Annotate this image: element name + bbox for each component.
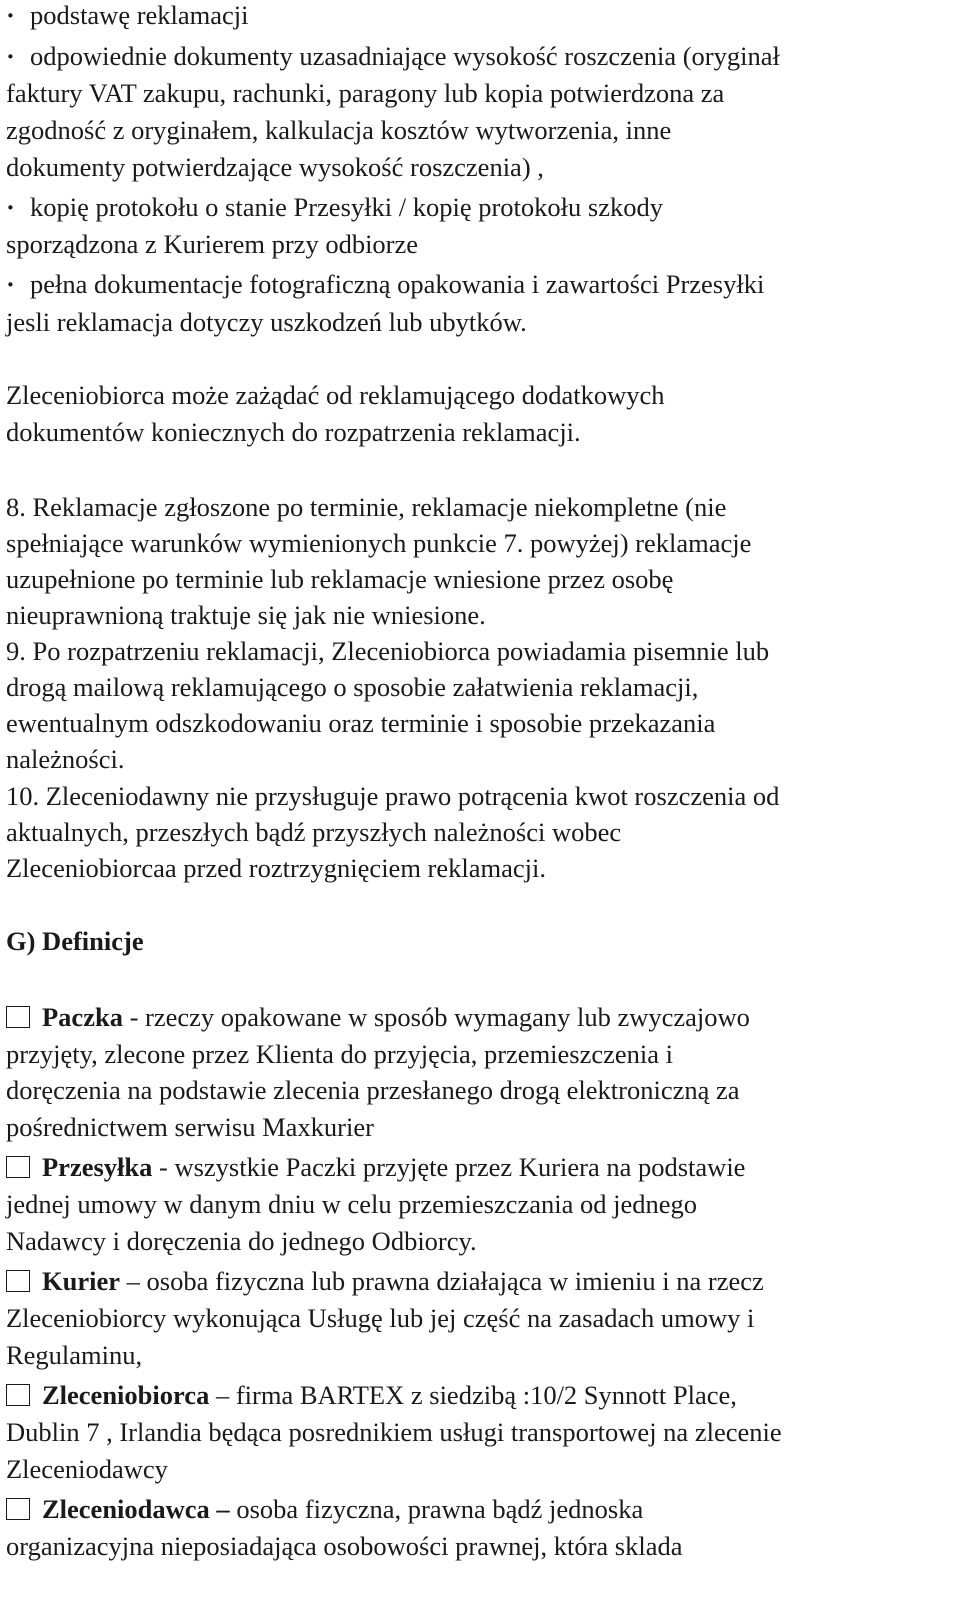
bullet-item-2-line: dokumenty potwierdzające wysokość roszczenia) , xyxy=(6,152,544,182)
point-9-line: ewentualnym odszkodowaniu oraz terminie i sposobie przekazania xyxy=(6,708,716,738)
definition-line: Dublin 7 , Irlandia będąca posrednikiem usługi transportowej na zlecenie xyxy=(6,1417,782,1447)
bullet-item-4-line: jesli reklamacja dotyczy uszkodzeń lub ubytków. xyxy=(6,307,527,337)
definition-text: - rzeczy opakowane w sposób wymagany lub zwyczajowo xyxy=(122,1002,750,1032)
definition-line: Zleceniobiorcy wykonująca Usługę lub jej część na zasadach umowy i xyxy=(6,1303,755,1333)
definition-przesylka xyxy=(6,1148,745,1186)
point-9-line: 9. Po rozpatrzeniu reklamacji, Zleceniobiorca powiadamia pisemnie lub xyxy=(6,636,770,666)
definition-term: Paczka xyxy=(42,1002,123,1032)
paragraph-line: Zleceniobiorca może zażądać od reklamującego dodatkowych xyxy=(6,380,665,410)
bullet-item-2: · odpowiednie dokumenty uzasadniające wysokość roszczenia (oryginał xyxy=(6,37,780,75)
definition-term: Przesyłka xyxy=(42,1152,153,1182)
definition-line: Regulaminu, xyxy=(6,1340,143,1370)
point-8-line: nieuprawnioną traktuje się jak nie wniesione. xyxy=(6,600,486,630)
definition-term: Zleceniobiorca xyxy=(42,1380,210,1410)
checkbox-icon xyxy=(6,1270,30,1292)
definition-line: doręczenia na podstawie zlecenia przesłanego drogą elektroniczną za xyxy=(6,1075,740,1105)
definition-text: - wszystkie Paczki przyjęte przez Kuriera na podstawie xyxy=(152,1152,746,1182)
section-heading: G) Definicje xyxy=(6,926,144,956)
point-9-line: drogą mailową reklamującego o sposobie załatwienia reklamacji, xyxy=(6,672,699,702)
point-10-line: 10. Zleceniodawny nie przysługuje prawo potrącenia kwot roszczenia od xyxy=(6,781,780,811)
definition-term: Zleceniodawca – xyxy=(42,1494,230,1524)
definition-text: – osoba fizyczna lub prawna działająca w imieniu i na rzecz xyxy=(120,1266,764,1296)
checkbox-icon xyxy=(6,1498,30,1520)
definition-line: pośrednictwem serwisu Maxkurier xyxy=(6,1112,374,1142)
bullet-item-2-line: zgodność z oryginałem, kalkulacja kosztów wytworzenia, inne xyxy=(6,115,672,145)
paragraph-line: dokumentów koniecznych do rozpatrzenia reklamacji. xyxy=(6,417,581,447)
definition-line: Zleceniodawcy xyxy=(6,1454,168,1484)
bullet-item-3: · kopię protokołu o stanie Przesyłki / kopię protokołu szkody xyxy=(6,188,663,226)
point-8-line: spełniające warunków wymienionych punkcie 7. powyżej) reklamacje xyxy=(6,528,752,558)
checkbox-icon xyxy=(6,1006,30,1028)
definition-paczka xyxy=(6,998,750,1036)
definition-line: przyjęty, zlecone przez Klienta do przyjęcia, przemieszczenia i xyxy=(6,1039,674,1069)
checkbox-icon xyxy=(6,1384,30,1406)
definition-text: – firma BARTEX z siedzibą :10/2 Synnott Place, xyxy=(209,1380,737,1410)
bullet-item-3-line: sporządzona z Kurierem przy odbiorze xyxy=(6,229,419,259)
bullet-item-1: · podstawę reklamacji xyxy=(6,0,249,34)
point-10-line: Zleceniobiorcaa przed roztrzygnięciem reklamacji. xyxy=(6,853,547,883)
point-8-line: 8. Reklamacje zgłoszone po terminie, reklamacje niekompletne (nie xyxy=(6,492,727,522)
definition-zleceniodawca xyxy=(6,1490,643,1528)
definition-term: Kurier xyxy=(42,1266,120,1296)
definition-zleceniobiorca xyxy=(6,1376,737,1414)
checkbox-icon xyxy=(6,1156,30,1178)
point-10-line: aktualnych, przeszłych bądź przyszłych należności wobec xyxy=(6,817,622,847)
bullet-item-4: · pełna dokumentacje fotograficzną opakowania i zawartości Przesyłki xyxy=(6,265,764,303)
bullet-item-2-line: faktury VAT zakupu, rachunki, paragony lub kopia potwierdzona za xyxy=(6,78,725,108)
point-8-line: uzupełnione po terminie lub reklamacje wniesione przez osobę xyxy=(6,564,674,594)
definition-line: organizacyjna nieposiadająca osobowości prawnej, która sklada xyxy=(6,1531,683,1561)
definition-line: jednej umowy w danym dniu w celu przemieszczania od jednego xyxy=(6,1189,697,1219)
definition-text: osoba fizyczna, prawna bądź jednoska xyxy=(229,1494,644,1524)
definition-line: Nadawcy i doręczenia do jednego Odbiorcy. xyxy=(6,1226,477,1256)
point-9-line: należności. xyxy=(6,744,125,774)
definition-kurier xyxy=(6,1262,764,1300)
